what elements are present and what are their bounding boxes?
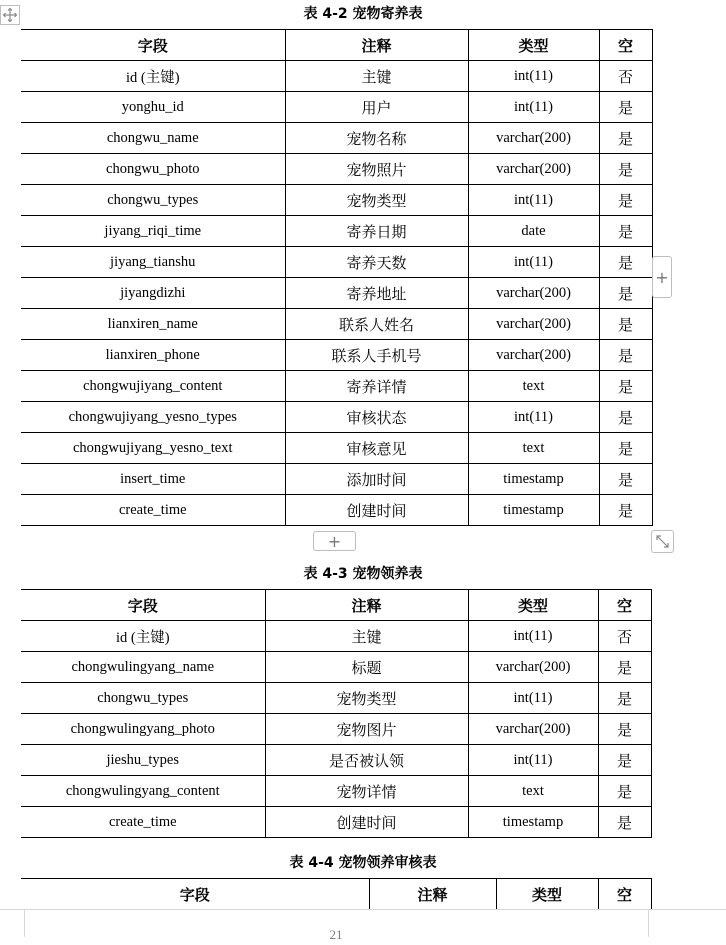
header-field: 字段 [21, 879, 369, 910]
cell-type: int(11) [468, 61, 599, 92]
table-row [21, 714, 651, 745]
plus-icon: + [655, 267, 669, 287]
table-row [21, 402, 652, 433]
cell-nullable: 是 [599, 340, 652, 371]
table-row [21, 309, 652, 340]
cell-comment: 联系人姓名 [285, 309, 468, 340]
cell-nullable: 是 [599, 464, 652, 495]
cell-nullable: 是 [599, 216, 652, 247]
cell-type: int(11) [468, 92, 599, 123]
cell-nullable: 是 [598, 745, 651, 776]
table-row [21, 433, 652, 464]
table-row [21, 278, 652, 309]
cell-comment: 寄养详情 [285, 371, 468, 402]
cell-type: timestamp [468, 495, 599, 526]
cell-nullable: 否 [599, 61, 652, 92]
table-row [21, 807, 651, 838]
cell-nullable: 是 [598, 776, 651, 807]
table-row [21, 652, 651, 683]
cell-type: int(11) [468, 247, 599, 278]
cell-field: chongwu_name [21, 123, 285, 154]
table-row [21, 683, 651, 714]
cell-type: timestamp [468, 807, 598, 838]
plus-icon: + [327, 531, 342, 551]
cell-field: chongwulingyang_content [21, 776, 265, 807]
cell-nullable: 是 [599, 309, 652, 340]
cell-type: date [468, 216, 599, 247]
cell-comment: 宠物名称 [285, 123, 468, 154]
cell-nullable: 是 [598, 807, 651, 838]
cell-type: text [468, 371, 599, 402]
cell-nullable: 是 [598, 683, 651, 714]
cell-type: varchar(200) [468, 154, 599, 185]
cell-nullable: 是 [599, 154, 652, 185]
cell-type: varchar(200) [468, 714, 598, 745]
cell-nullable: 是 [598, 652, 651, 683]
cell-type: int(11) [468, 621, 598, 652]
table-row [21, 185, 652, 216]
table-row [21, 61, 652, 92]
cell-field: create_time [21, 495, 285, 526]
cell-field: chongwujiyang_content [21, 371, 285, 402]
cell-comment: 宠物类型 [265, 683, 468, 714]
cell-type: int(11) [468, 185, 599, 216]
add-column-button[interactable] [652, 256, 672, 298]
table-row [21, 745, 651, 776]
cell-nullable: 是 [599, 185, 652, 216]
table-header-row [21, 30, 652, 61]
table-row [21, 495, 652, 526]
table-header-row [21, 879, 651, 910]
cell-type: varchar(200) [468, 278, 599, 309]
add-row-button[interactable] [313, 531, 356, 551]
cell-field: id (主键) [21, 621, 265, 652]
pet-adoption-review-table [21, 878, 652, 910]
cell-type: text [468, 433, 599, 464]
cell-type: timestamp [468, 464, 599, 495]
table-row [21, 154, 652, 185]
cell-field: jiyang_riqi_time [21, 216, 285, 247]
table-caption: 表 4-4 宠物领养审核表 [289, 855, 437, 871]
cell-type: int(11) [468, 745, 598, 776]
cell-comment: 宠物图片 [265, 714, 468, 745]
cell-field: lianxiren_name [21, 309, 285, 340]
cell-field: chongwulingyang_photo [21, 714, 265, 745]
cell-field: create_time [21, 807, 265, 838]
table-row [21, 371, 652, 402]
cell-nullable: 是 [599, 371, 652, 402]
header-field: 字段 [21, 30, 285, 61]
table-row [21, 340, 652, 371]
page-break-line [0, 909, 726, 910]
header-nullable: 空 [599, 30, 652, 61]
cell-type: int(11) [468, 683, 598, 714]
cell-type: int(11) [468, 402, 599, 433]
cell-field: insert_time [21, 464, 285, 495]
cell-comment: 主键 [285, 61, 468, 92]
cell-field: id (主键) [21, 61, 285, 92]
cell-comment: 标题 [265, 652, 468, 683]
table-resize-handle[interactable] [651, 530, 674, 553]
cell-comment: 主键 [265, 621, 468, 652]
header-comment: 注释 [369, 879, 496, 910]
cell-type: varchar(200) [468, 652, 598, 683]
table-caption: 表 4-2 宠物寄养表 [303, 6, 423, 22]
header-type: 类型 [468, 590, 598, 621]
cell-comment: 创建时间 [285, 495, 468, 526]
cell-field: chongwu_types [21, 185, 285, 216]
cell-nullable: 是 [599, 92, 652, 123]
cell-field: jiyangdizhi [21, 278, 285, 309]
cell-comment: 宠物详情 [265, 776, 468, 807]
cell-comment: 创建时间 [265, 807, 468, 838]
cell-field: jiyang_tianshu [21, 247, 285, 278]
cell-nullable: 是 [599, 402, 652, 433]
table-caption: 表 4-3 宠物领养表 [303, 566, 423, 582]
header-nullable: 空 [598, 590, 651, 621]
table-row [21, 464, 652, 495]
header-comment: 注释 [265, 590, 468, 621]
header-type: 类型 [468, 30, 599, 61]
table-row [21, 621, 651, 652]
cell-field: chongwulingyang_name [21, 652, 265, 683]
cell-comment: 是否被认领 [265, 745, 468, 776]
cell-type: text [468, 776, 598, 807]
header-comment: 注释 [285, 30, 468, 61]
header-nullable: 空 [598, 879, 651, 910]
header-field: 字段 [21, 590, 265, 621]
pet-boarding-table [21, 29, 653, 526]
cell-type: varchar(200) [468, 123, 599, 154]
cell-comment: 添加时间 [285, 464, 468, 495]
cell-nullable: 是 [599, 495, 652, 526]
cell-comment: 寄养地址 [285, 278, 468, 309]
cell-comment: 用户 [285, 92, 468, 123]
cell-field: chongwu_types [21, 683, 265, 714]
table-row [21, 776, 651, 807]
cell-nullable: 是 [599, 247, 652, 278]
table-row [21, 247, 652, 278]
cell-nullable: 是 [599, 433, 652, 464]
cell-comment: 宠物类型 [285, 185, 468, 216]
cell-type: varchar(200) [468, 340, 599, 371]
table-row [21, 216, 652, 247]
cell-nullable: 是 [598, 714, 651, 745]
cell-nullable: 是 [599, 278, 652, 309]
cell-type: varchar(200) [468, 309, 599, 340]
cell-field: chongwujiyang_yesno_types [21, 402, 285, 433]
page-number: 21 [329, 927, 343, 942]
pet-adoption-table [21, 589, 652, 838]
cell-comment: 寄养日期 [285, 216, 468, 247]
cell-comment: 审核意见 [285, 433, 468, 464]
cell-field: jieshu_types [21, 745, 265, 776]
header-type: 类型 [496, 879, 598, 910]
cell-field: chongwu_photo [21, 154, 285, 185]
cell-field: lianxiren_phone [21, 340, 285, 371]
resize-icon [655, 534, 670, 549]
cell-comment: 审核状态 [285, 402, 468, 433]
cell-field: chongwujiyang_yesno_text [21, 433, 285, 464]
cell-nullable: 否 [598, 621, 651, 652]
cell-nullable: 是 [599, 123, 652, 154]
table-row [21, 92, 652, 123]
cell-comment: 宠物照片 [285, 154, 468, 185]
cell-comment: 寄养天数 [285, 247, 468, 278]
table-header-row [21, 590, 651, 621]
table-row [21, 123, 652, 154]
cell-field: yonghu_id [21, 92, 285, 123]
cell-comment: 联系人手机号 [285, 340, 468, 371]
